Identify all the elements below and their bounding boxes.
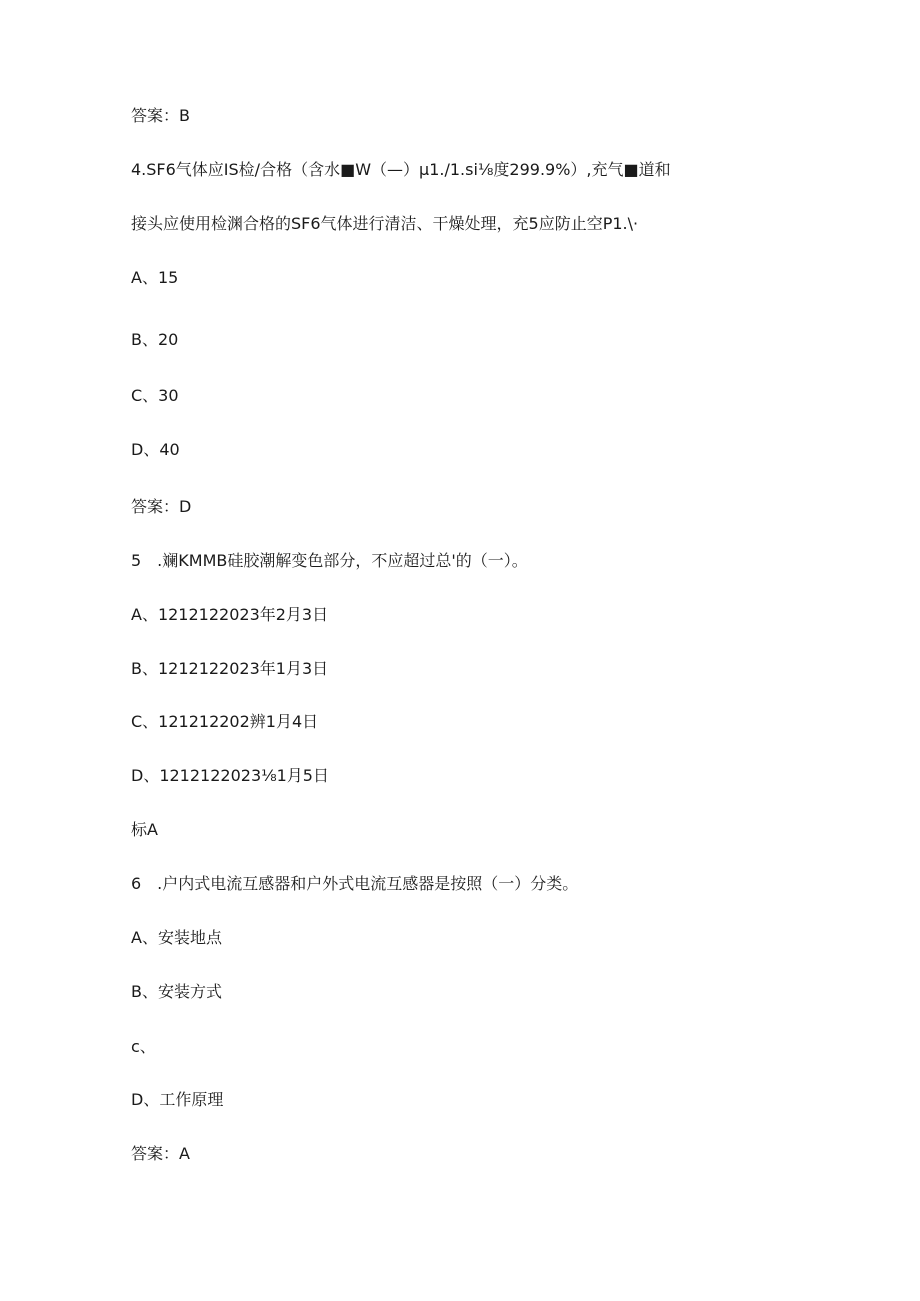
question-4-option-d: D、40 (131, 440, 180, 459)
answer-q6: 答案：A (131, 1144, 190, 1163)
question-6-option-d: D、工作原理 (131, 1090, 224, 1109)
question-6-option-c: c、 (131, 1037, 156, 1056)
question-5-option-b: B、1212122023年1月3日 (131, 659, 329, 678)
answer-q4: 答案：D (131, 497, 192, 516)
question-5-stem: 5 .斓KMMB硅胶潮解变色部分，不应超过总'的（一）。 (131, 551, 528, 570)
question-4-option-c: C、30 (131, 386, 179, 405)
question-4-stem-line-1: 4.SF6气体应IS检/合格（含水■W（—）µ1./1.si⅛度299.9%）,充气■道和 (131, 160, 671, 179)
question-5-option-d: D、1212122023⅛1月5日 (131, 766, 329, 785)
question-6-stem: 6 .户内式电流互感器和户外式电流互感器是按照（一）分类。 (131, 874, 579, 893)
question-4-option-a: A、15 (131, 268, 179, 287)
question-6-option-a: A、安装地点 (131, 928, 222, 947)
question-6-option-b: B、安装方式 (131, 982, 222, 1001)
question-4-stem-line-2: 接头应使用检渊合格的SF6气体进行清洁、干燥处理，充5应防止空P1.\· (131, 214, 639, 233)
answer-q5: 标A (131, 820, 158, 839)
question-4-option-b: B、20 (131, 330, 179, 349)
answer-q3: 答案：B (131, 106, 190, 125)
question-5-option-a: A、1212122023年2月3日 (131, 605, 329, 624)
question-5-option-c: C、121212202辨1月4日 (131, 712, 319, 731)
